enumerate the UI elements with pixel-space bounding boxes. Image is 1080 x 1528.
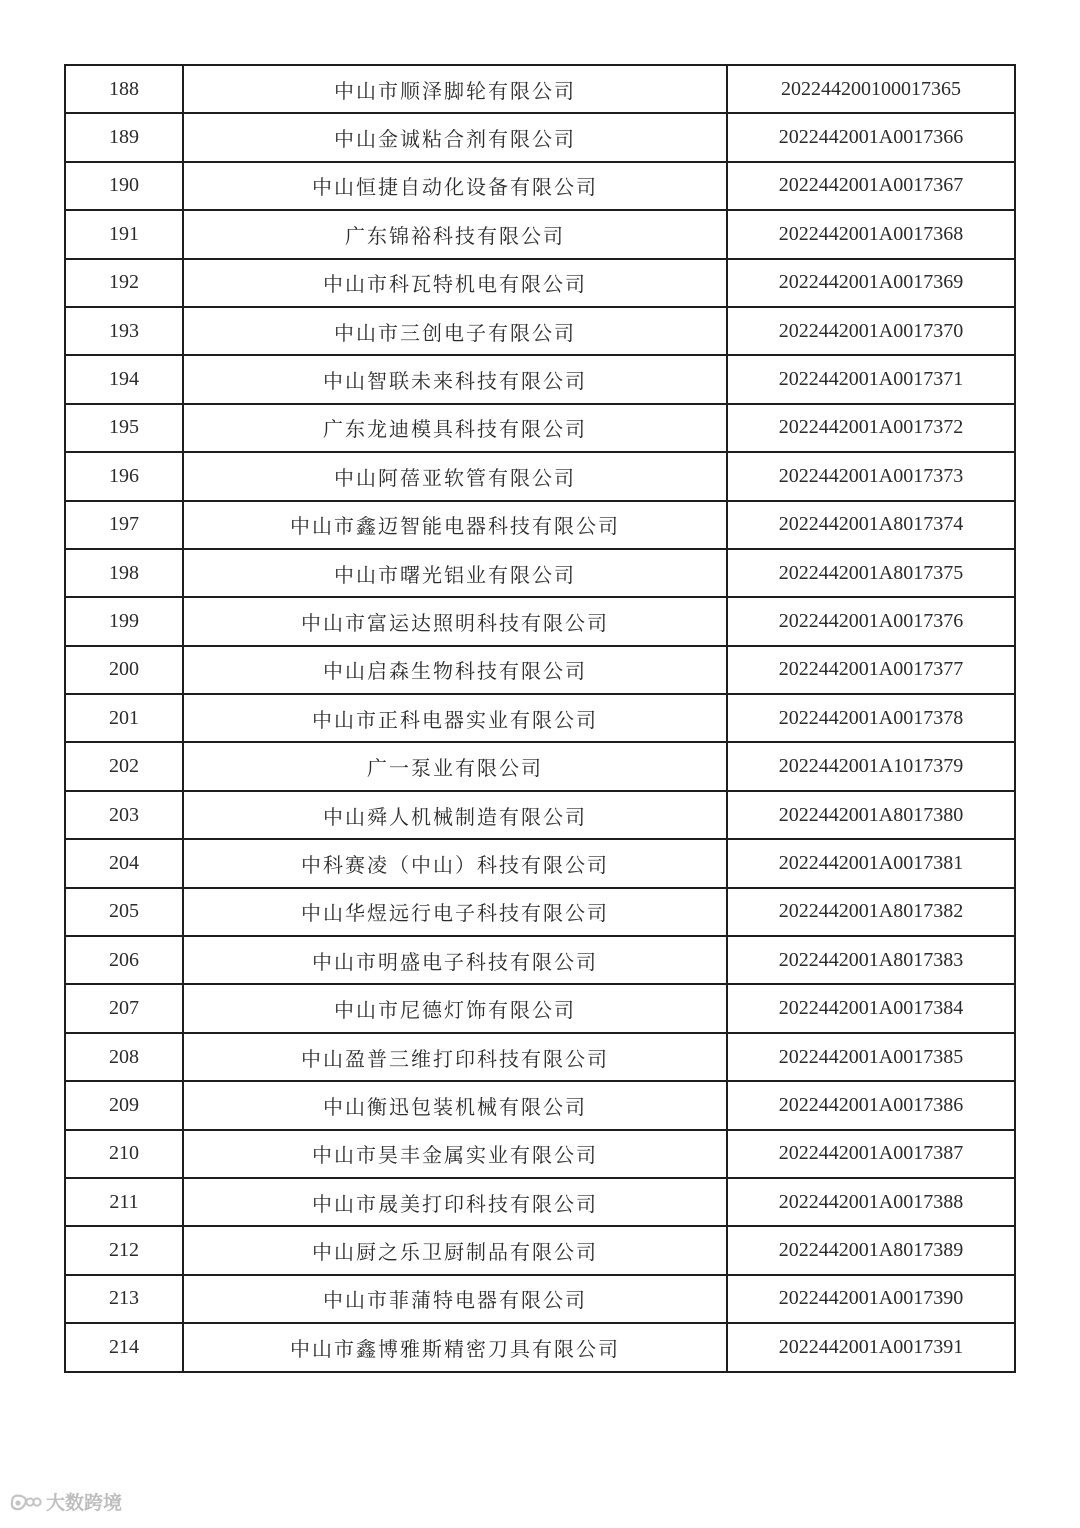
table-row xyxy=(65,1033,1015,1081)
registration-code-cell: 2022442001A0017373 xyxy=(727,452,1015,500)
company-name-cell: 中山市科瓦特机电有限公司 xyxy=(183,259,727,307)
table-row xyxy=(65,259,1015,307)
row-number-cell: 203 xyxy=(65,791,183,839)
row-number-cell: 189 xyxy=(65,113,183,161)
row-number-cell: 190 xyxy=(65,162,183,210)
registration-code-cell: 2022442001A0017376 xyxy=(727,597,1015,645)
row-number-cell: 212 xyxy=(65,1226,183,1274)
company-name-cell: 中山衡迅包装机械有限公司 xyxy=(183,1081,727,1129)
table-row xyxy=(65,501,1015,549)
table-row xyxy=(65,597,1015,645)
registration-code-cell: 2022442001A0017378 xyxy=(727,694,1015,742)
row-number-cell: 191 xyxy=(65,210,183,258)
row-number-cell: 204 xyxy=(65,839,183,887)
registration-code-cell: 2022442001A0017372 xyxy=(727,404,1015,452)
row-number-cell: 202 xyxy=(65,742,183,790)
row-number-cell: 200 xyxy=(65,646,183,694)
row-number-cell: 213 xyxy=(65,1275,183,1323)
company-name-cell: 中山金诚粘合剂有限公司 xyxy=(183,113,727,161)
row-number-cell: 208 xyxy=(65,1033,183,1081)
table-row xyxy=(65,888,1015,936)
table-row xyxy=(65,1130,1015,1178)
company-name-cell: 中山市尼德灯饰有限公司 xyxy=(183,984,727,1032)
company-name-cell: 中山舜人机械制造有限公司 xyxy=(183,791,727,839)
table-row xyxy=(65,210,1015,258)
registration-code-cell: 2022442001A8017374 xyxy=(727,501,1015,549)
row-number-cell: 193 xyxy=(65,307,183,355)
company-name-cell: 广东锦裕科技有限公司 xyxy=(183,210,727,258)
row-number-cell: 206 xyxy=(65,936,183,984)
row-number-cell: 207 xyxy=(65,984,183,1032)
company-name-cell: 中山市明盛电子科技有限公司 xyxy=(183,936,727,984)
table-row xyxy=(65,549,1015,597)
company-name-cell: 中山恒捷自动化设备有限公司 xyxy=(183,162,727,210)
company-name-cell: 中山市曙光铝业有限公司 xyxy=(183,549,727,597)
registration-code-cell: 2022442001A0017370 xyxy=(727,307,1015,355)
company-name-cell: 中山市顺泽脚轮有限公司 xyxy=(183,65,727,113)
company-name-cell: 中山市晟美打印科技有限公司 xyxy=(183,1178,727,1226)
table-body xyxy=(65,65,1015,1372)
registration-code-cell: 2022442001A1017379 xyxy=(727,742,1015,790)
registration-code-cell: 2022442001A0017366 xyxy=(727,113,1015,161)
row-number-cell: 199 xyxy=(65,597,183,645)
row-number-cell: 194 xyxy=(65,355,183,403)
row-number-cell: 214 xyxy=(65,1323,183,1371)
row-number-cell: 198 xyxy=(65,549,183,597)
table-row xyxy=(65,113,1015,161)
company-name-cell: 中山盈普三维打印科技有限公司 xyxy=(183,1033,727,1081)
row-number-cell: 197 xyxy=(65,501,183,549)
registration-code-cell: 2022442001A8017389 xyxy=(727,1226,1015,1274)
company-name-cell: 中山市昊丰金属实业有限公司 xyxy=(183,1130,727,1178)
table-row xyxy=(65,1081,1015,1129)
row-number-cell: 209 xyxy=(65,1081,183,1129)
row-number-cell: 196 xyxy=(65,452,183,500)
weibo-logo-icon xyxy=(8,1490,42,1514)
company-name-cell: 中山华煜远行电子科技有限公司 xyxy=(183,888,727,936)
row-number-cell: 195 xyxy=(65,404,183,452)
registration-code-cell: 2022442001A8017382 xyxy=(727,888,1015,936)
row-number-cell: 211 xyxy=(65,1178,183,1226)
table-row xyxy=(65,791,1015,839)
table-row xyxy=(65,694,1015,742)
registration-code-cell: 2022442001A0017369 xyxy=(727,259,1015,307)
table-row xyxy=(65,162,1015,210)
row-number-cell: 210 xyxy=(65,1130,183,1178)
company-name-cell: 中山启森生物科技有限公司 xyxy=(183,646,727,694)
company-name-cell: 中山厨之乐卫厨制品有限公司 xyxy=(183,1226,727,1274)
registration-code-cell: 2022442001A0017371 xyxy=(727,355,1015,403)
row-number-cell: 201 xyxy=(65,694,183,742)
registration-code-cell: 2022442001A0017386 xyxy=(727,1081,1015,1129)
registration-code-cell: 2022442001A0017391 xyxy=(727,1323,1015,1371)
registration-code-cell: 2022442001A0017384 xyxy=(727,984,1015,1032)
table-row xyxy=(65,65,1015,113)
table-row xyxy=(65,646,1015,694)
company-name-cell: 中山阿蓓亚软管有限公司 xyxy=(183,452,727,500)
table-row xyxy=(65,742,1015,790)
table-row xyxy=(65,1323,1015,1371)
row-number-cell: 205 xyxy=(65,888,183,936)
table-row xyxy=(65,1178,1015,1226)
table-row xyxy=(65,1226,1015,1274)
table-row xyxy=(65,839,1015,887)
registration-code-cell: 2022442001A8017375 xyxy=(727,549,1015,597)
watermark-text: 大数跨境 xyxy=(46,1492,123,1514)
row-number-cell: 192 xyxy=(65,259,183,307)
row-number-cell: 188 xyxy=(65,65,183,113)
company-list-table xyxy=(64,64,1016,1373)
company-name-cell: 中山市鑫博雅斯精密刀具有限公司 xyxy=(183,1323,727,1371)
registration-code-cell: 2022442001A8017380 xyxy=(727,791,1015,839)
watermark xyxy=(8,1488,122,1515)
table-row xyxy=(65,936,1015,984)
table-row xyxy=(65,355,1015,403)
table-row xyxy=(65,452,1015,500)
company-name-cell: 中山智联未来科技有限公司 xyxy=(183,355,727,403)
registration-code-cell: 2022442001A0017390 xyxy=(727,1275,1015,1323)
company-name-cell: 广东龙迪模具科技有限公司 xyxy=(183,404,727,452)
table-row xyxy=(65,404,1015,452)
company-name-cell: 中山市正科电器实业有限公司 xyxy=(183,694,727,742)
company-name-cell: 中山市富运达照明科技有限公司 xyxy=(183,597,727,645)
registration-code-cell: 2022442001A0017367 xyxy=(727,162,1015,210)
company-name-cell: 广一泵业有限公司 xyxy=(183,742,727,790)
company-name-cell: 中山市鑫迈智能电器科技有限公司 xyxy=(183,501,727,549)
registration-code-cell: 202244200100017365 xyxy=(727,65,1015,113)
company-name-cell: 中山市三创电子有限公司 xyxy=(183,307,727,355)
registration-code-cell: 2022442001A0017368 xyxy=(727,210,1015,258)
table-row xyxy=(65,984,1015,1032)
company-name-cell: 中山市菲蒲特电器有限公司 xyxy=(183,1275,727,1323)
company-name-cell: 中科赛凌（中山）科技有限公司 xyxy=(183,839,727,887)
registration-code-cell: 2022442001A0017387 xyxy=(727,1130,1015,1178)
registration-code-cell: 2022442001A0017385 xyxy=(727,1033,1015,1081)
table-row xyxy=(65,307,1015,355)
registration-code-cell: 2022442001A0017388 xyxy=(727,1178,1015,1226)
registration-code-cell: 2022442001A0017381 xyxy=(727,839,1015,887)
registration-code-cell: 2022442001A8017383 xyxy=(727,936,1015,984)
registration-code-cell: 2022442001A0017377 xyxy=(727,646,1015,694)
table-row xyxy=(65,1275,1015,1323)
